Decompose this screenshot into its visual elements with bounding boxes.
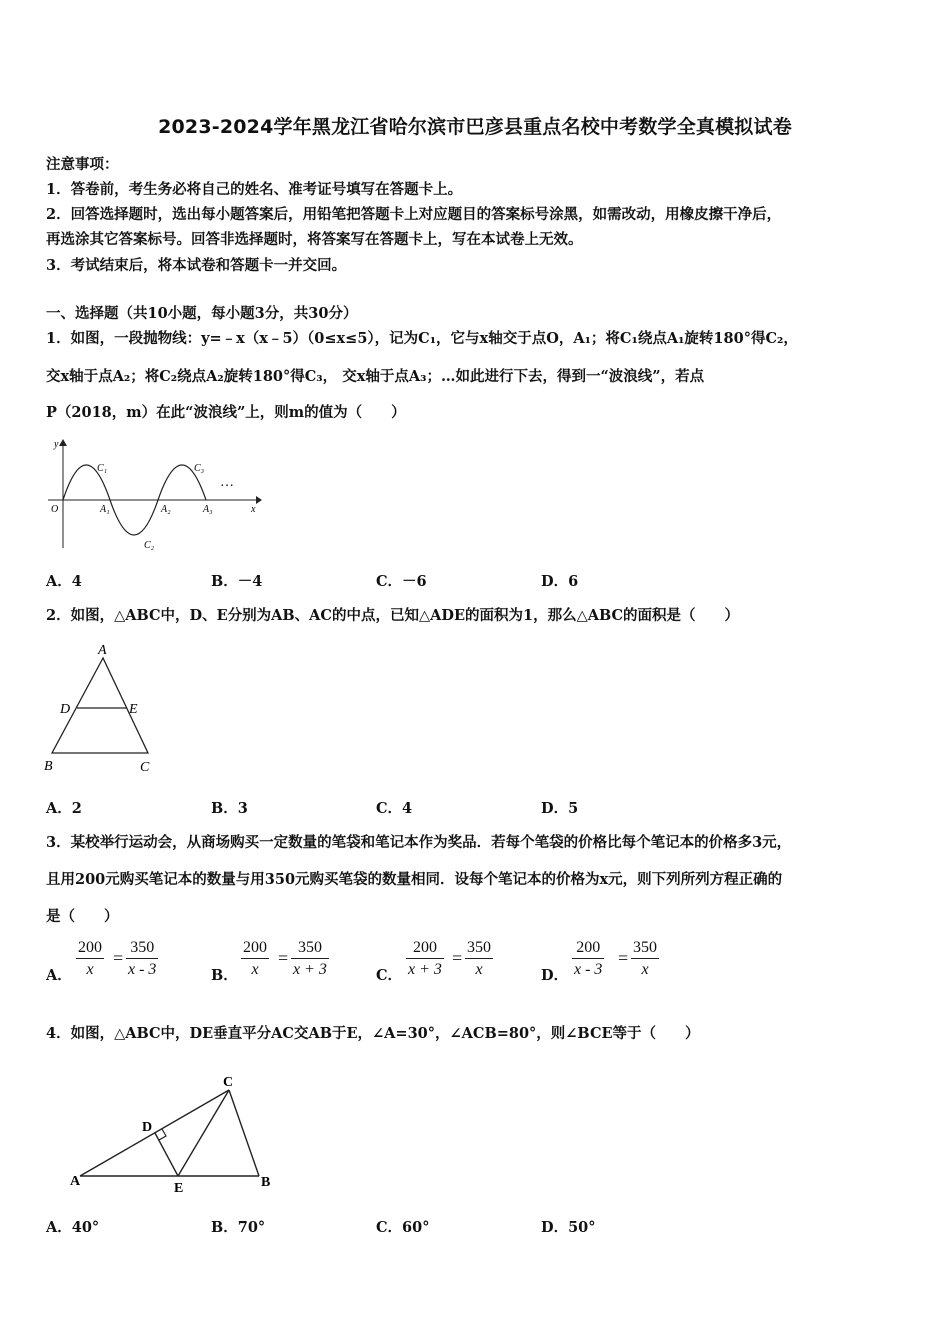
q3-option-d-label[interactable]: D． xyxy=(541,967,569,984)
q1-c3-label: C₃ xyxy=(194,463,205,474)
q3-a-denominator-1: x xyxy=(86,961,94,978)
q3-option-c-right-fraction xyxy=(465,938,493,981)
q1-text-line-1: 1．如图，一段抛物线：y=﹣x（x﹣5）（0≤x≤5），记为C₁，它与x轴交于点O，A₁；将C₁绕点A₁旋转180°得C₂， xyxy=(46,330,798,347)
q4-vertex-b: B xyxy=(261,1175,271,1190)
q3-option-a-right-fraction xyxy=(126,938,158,981)
q2-text: 2．如图，△ABC中，D、E分别为AB、AC的中点，已知△ADE的面积为1，那么△ABC的面积是（ ） xyxy=(46,607,740,624)
q1-option-d[interactable]: D．6 xyxy=(541,573,579,590)
q3-a-numerator-2: 350 xyxy=(126,938,158,959)
q3-option-d-right-fraction xyxy=(631,938,659,981)
q3-option-c-label[interactable]: C． xyxy=(376,967,403,984)
q3-d-denominator-2: x xyxy=(641,961,649,978)
q4-option-a[interactable]: A．40° xyxy=(46,1219,100,1236)
q3-text-line-2: 且用200元购买笔记本的数量与用350元购买笔袋的数量相同．设每个笔记本的价格为x元，则下列所列方程正确的 xyxy=(46,871,783,888)
q3-b-denominator-1: x xyxy=(251,961,259,978)
q3-b-equals: = xyxy=(278,948,289,968)
q1-option-b[interactable]: B．－4 xyxy=(211,573,263,590)
q1-continuation-dots: … xyxy=(220,475,234,490)
q3-d-equals: = xyxy=(618,948,629,968)
q1-option-c[interactable]: C．－6 xyxy=(376,573,427,590)
q1-a3-label: A₃ xyxy=(203,504,213,515)
q4-point-d: D xyxy=(142,1120,153,1135)
q2-vertex-b: B xyxy=(44,759,53,774)
q1-origin-label: O xyxy=(51,504,59,515)
notice-item-3: 3．考试结束后，将本试卷和答题卡一并交回。 xyxy=(46,257,347,274)
q4-triangle-figure xyxy=(64,1068,284,1198)
q1-option-a[interactable]: A．4 xyxy=(46,573,82,590)
section-heading: 一、选择题（共10小题，每小题3分，共30分） xyxy=(46,305,358,322)
q3-option-b-left-fraction xyxy=(241,938,269,981)
q4-option-b[interactable]: B．70° xyxy=(211,1219,266,1236)
notice-heading: 注意事项： xyxy=(46,156,119,173)
q2-triangle-figure xyxy=(40,640,170,780)
q3-b-numerator-2: 350 xyxy=(291,938,329,959)
q4-point-e: E xyxy=(174,1181,184,1196)
q3-option-b-right-fraction xyxy=(291,938,329,981)
q3-option-c-left-fraction xyxy=(406,938,444,981)
q4-text: 4．如图，△ABC中，DE垂直平分AC交AB于E，∠A=30°，∠ACB=80°，则∠BCE等于（ ） xyxy=(46,1025,700,1042)
q3-d-denominator-1: x - 3 xyxy=(574,961,603,978)
q1-wave-figure xyxy=(44,436,264,551)
q3-option-a-label[interactable]: A． xyxy=(46,967,72,984)
q3-option-d-left-fraction xyxy=(572,938,604,981)
q4-vertex-a: A xyxy=(70,1174,81,1189)
q3-c-equals: = xyxy=(452,948,463,968)
q1-y-axis-label: y xyxy=(54,439,59,450)
q3-d-numerator-2: 350 xyxy=(631,938,659,959)
q4-option-d[interactable]: D．50° xyxy=(541,1219,596,1236)
notice-item-2: 2．回答选择题时，选出每小题答案后，用铅笔把答题卡上对应题目的答案标号涂黑，如需改动，用橡皮擦干净后， xyxy=(46,206,782,223)
q3-d-numerator-1: 200 xyxy=(572,938,604,959)
q2-option-c[interactable]: C．4 xyxy=(376,800,413,817)
q4-option-c[interactable]: C．60° xyxy=(376,1219,430,1236)
q1-text-line-2: 交x轴于点A₂；将C₂绕点A₂旋转180°得C₃， 交x轴于点A₃；…如此进行下去，得到一“波浪线”，若点 xyxy=(46,368,705,385)
exam-title: 2023-2024学年黑龙江省哈尔滨市巴彦县重点名校中考数学全真模拟试卷 xyxy=(158,116,792,138)
q3-c-denominator-1: x + 3 xyxy=(408,961,442,978)
q1-text-line-3: P（2018，m）在此“波浪线”上，则m的值为（ ） xyxy=(46,404,406,421)
q3-option-a-left-fraction xyxy=(76,938,104,981)
q2-vertex-c: C xyxy=(140,760,150,775)
q1-c2-label: C₂ xyxy=(144,540,155,551)
q2-point-d: D xyxy=(60,702,71,717)
notice-item-1: 1．答卷前，考生务必将自己的姓名、准考证号填写在答题卡上。 xyxy=(46,181,463,198)
q1-a1-label: A₁ xyxy=(100,504,110,515)
q3-a-numerator-1: 200 xyxy=(76,938,104,959)
q3-b-denominator-2: x + 3 xyxy=(293,961,327,978)
q1-c1-label: C₁ xyxy=(97,463,108,474)
q1-a2-label: A₂ xyxy=(161,504,171,515)
notice-item-2-cont: 再选涂其它答案标号。回答非选择题时，将答案写在答题卡上，写在本试卷上无效。 xyxy=(46,231,583,248)
q2-point-e: E xyxy=(129,702,138,717)
q2-option-b[interactable]: B．3 xyxy=(211,800,248,817)
q3-c-numerator-2: 350 xyxy=(465,938,493,959)
q3-text-line-1: 3．某校举行运动会，从商场购买一定数量的笔袋和笔记本作为奖品．若每个笔袋的价格比每个笔记本的价格多3元， xyxy=(46,834,792,851)
q3-a-denominator-2: x - 3 xyxy=(128,961,157,978)
q3-b-numerator-1: 200 xyxy=(241,938,269,959)
q2-option-a[interactable]: A．2 xyxy=(46,800,82,817)
q3-text-line-3: 是（ ） xyxy=(46,908,119,925)
q4-vertex-c: C xyxy=(223,1075,234,1090)
q2-vertex-a: A xyxy=(98,643,107,658)
q3-a-equals: = xyxy=(113,948,124,968)
q2-option-d[interactable]: D．5 xyxy=(541,800,579,817)
q3-c-numerator-1: 200 xyxy=(406,938,444,959)
q3-c-denominator-2: x xyxy=(475,961,483,978)
q3-option-b-label[interactable]: B． xyxy=(211,967,238,984)
q1-x-axis-label: x xyxy=(251,504,256,515)
